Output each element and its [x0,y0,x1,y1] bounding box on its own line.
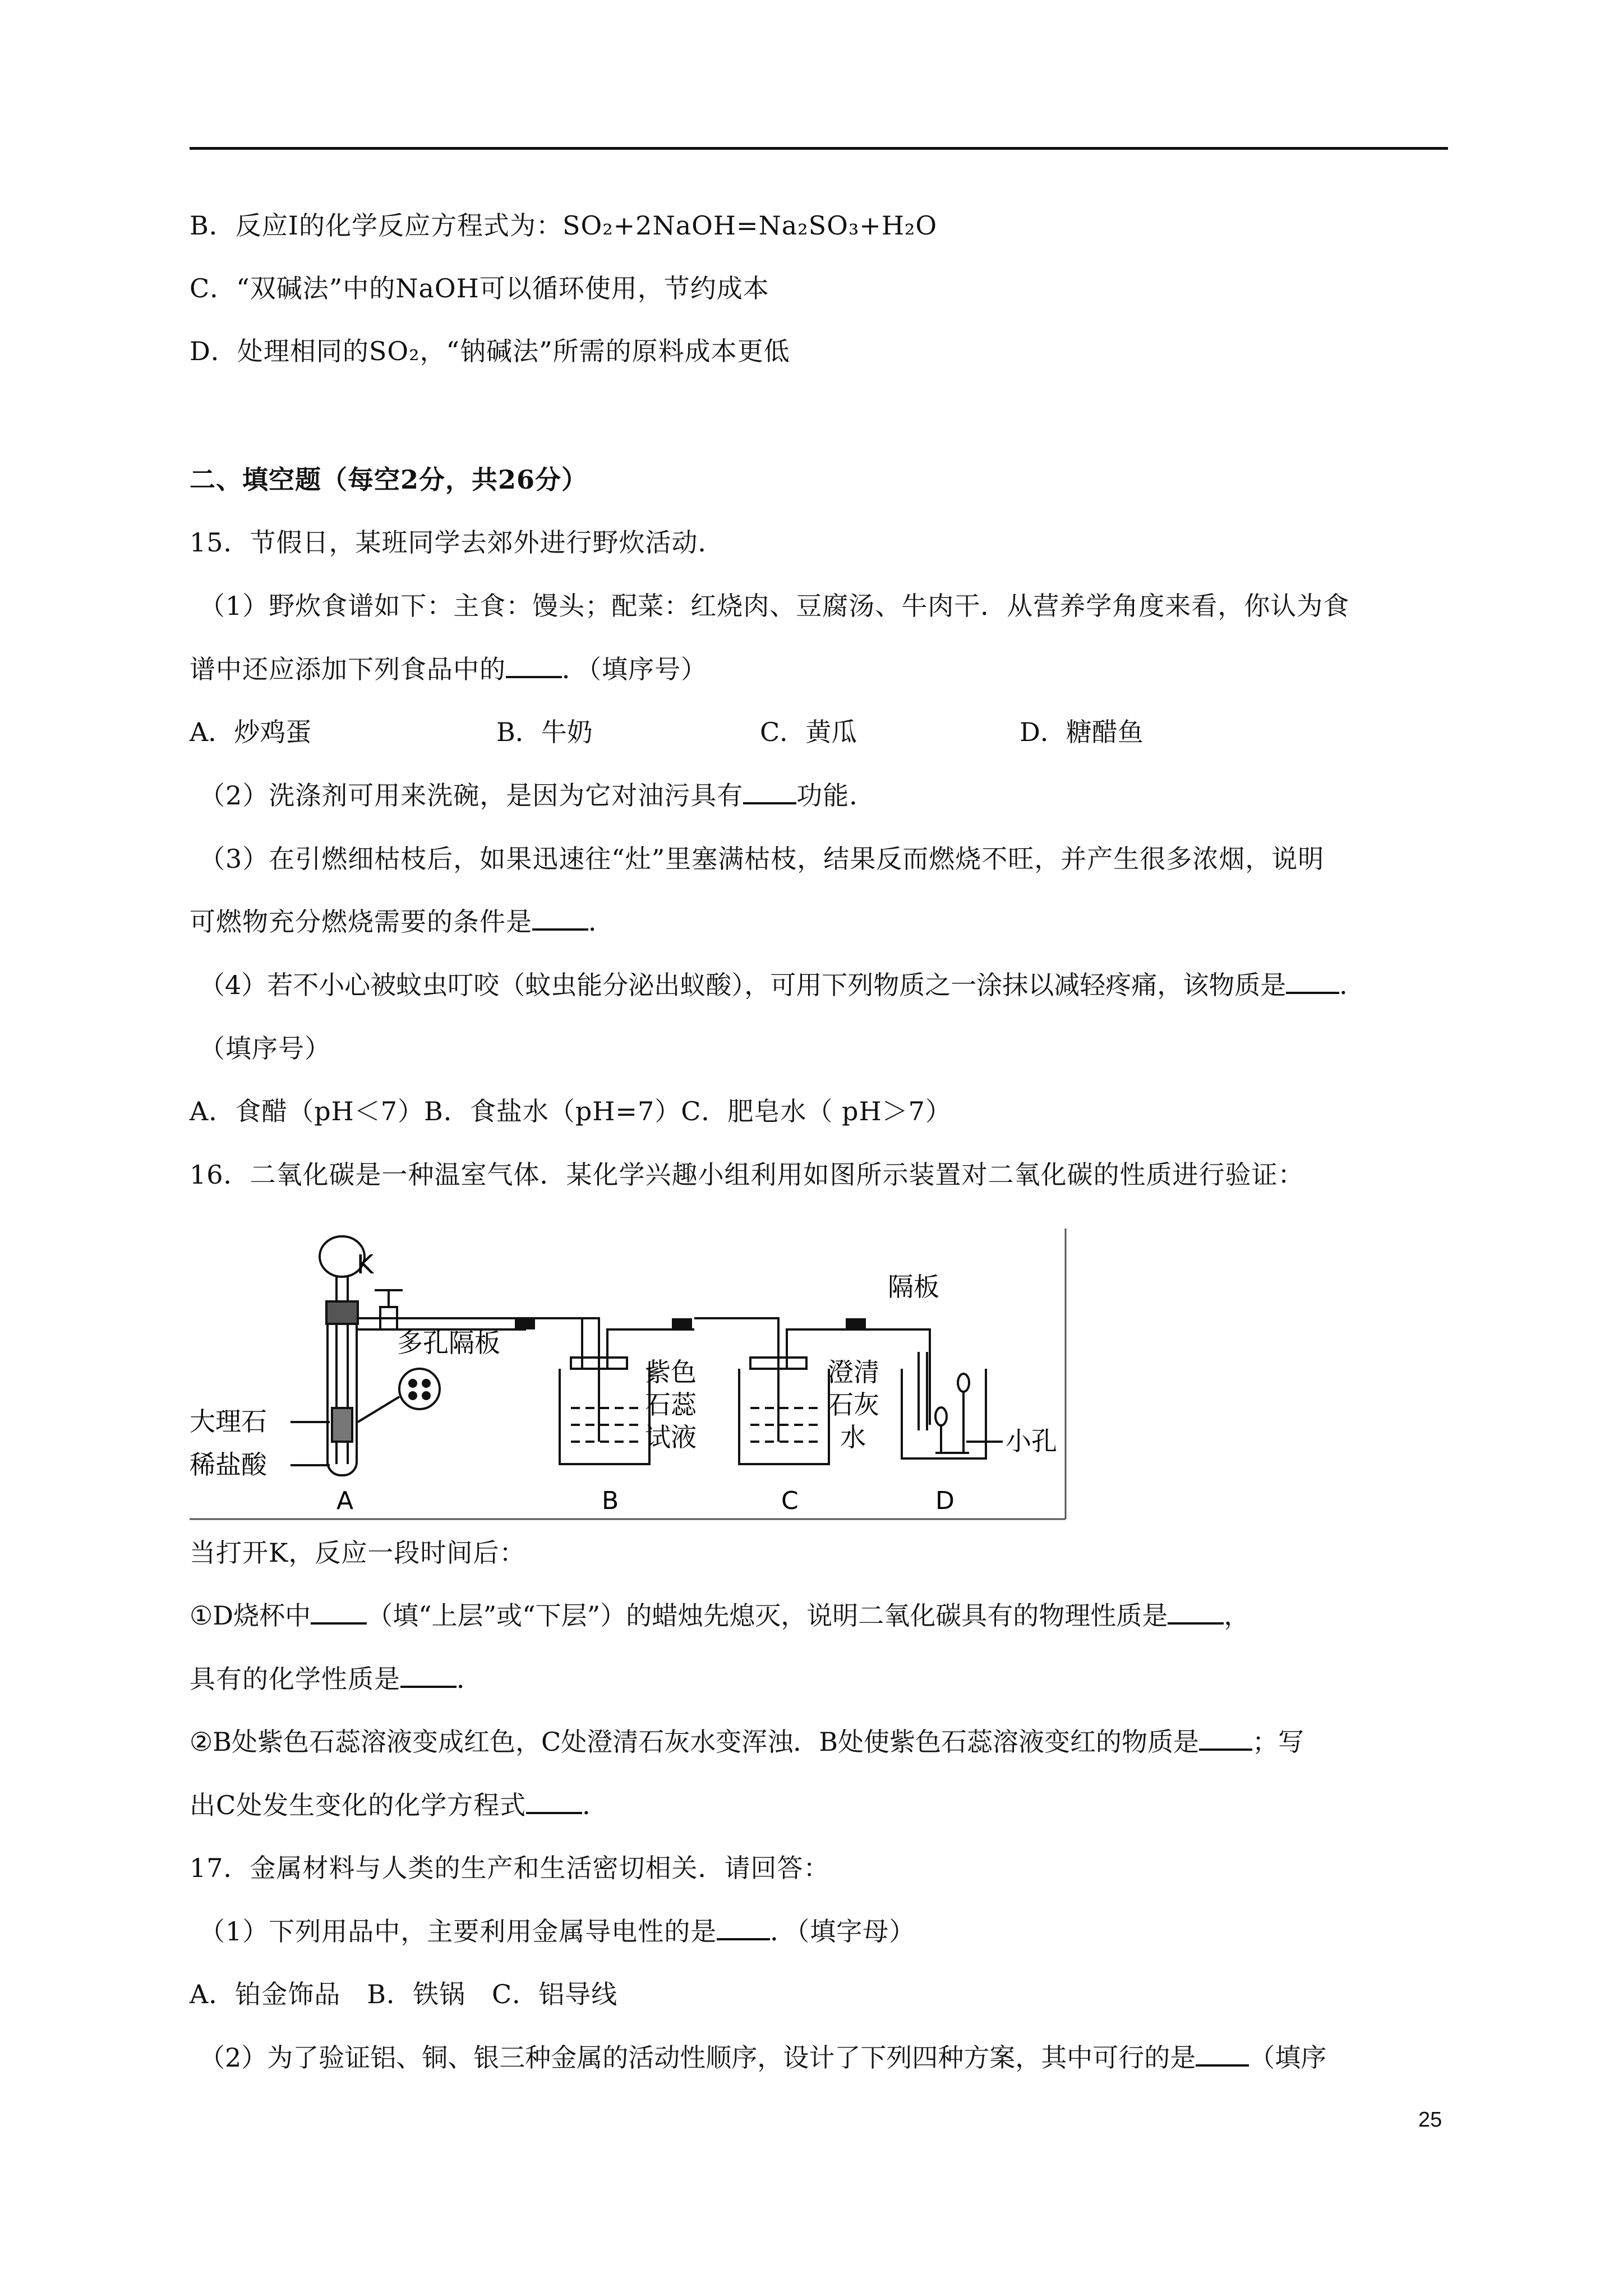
label-a: A [336,1487,354,1515]
section-heading: 二、填空题（每空2分，共26分） [190,464,588,495]
label-lime-1: 澄清 [828,1357,879,1387]
question-16: 16．二氧化碳是一种温室气体．某化学兴趣小组利用如图所示装置对二氧化碳的性质进行验证： [190,1159,1304,1190]
answer-blank [532,906,588,931]
answer-blank [1168,1600,1224,1625]
q15-part4-options: A．食醋（pH＜7）B．食盐水（pH=7）C．肥皂水（ pH＞7） [190,1096,952,1126]
co2-apparatus-figure [190,1228,1076,1520]
label-d: D [935,1487,955,1515]
answer-blank [400,1663,457,1688]
q16-intro: 当打开K，反应一段时间后： [190,1538,526,1568]
q15-option-d: D．糖醋鱼 [1020,717,1144,747]
q15-part1-line1: （1）野炊食谱如下：主食：馒头；配菜：红烧肉、豆腐汤、牛肉干．从营养学角度来看，你认为食 [199,591,1350,621]
label-porous-partition: 多孔隔板 [397,1328,500,1358]
option-c: C．“双碱法”中的NaOH可以循环使用，节约成本 [190,273,769,303]
answer-blank [506,654,562,678]
q16-part1-line1: ①D烧杯中 （填“上层”或“下层”）的蜡烛先熄灭，说明二氧化碳具有的物理性质是 ， [190,1600,1250,1631]
q15-part3-line2: 可燃物充分燃烧需要的条件是 ． [190,907,615,937]
label-dilute-hcl: 稀盐酸 [190,1450,267,1480]
answer-blank [1196,2042,1249,2067]
q17-part2: （2）为了验证铝、铜、银三种金属的活动性顺序，设计了下列四种方案，其中可行的是 （填序 [199,2042,1327,2073]
label-lime-3: 水 [840,1422,866,1452]
q15-option-b: B．牛奶 [496,717,593,747]
answer-blank [526,1789,582,1814]
question-17: 17．金属材料与人类的生产和生活密切相关．请回答： [190,1853,830,1883]
q15-part3-line1: （3）在引燃细枯枝后，如果迅速往“灶”里塞满枯枝，结果反而燃烧不旺，并产生很多浓烟，说明 [199,844,1325,874]
q15-part2: （2）洗涤剂可用来洗碗，是因为它对油污具有 功能． [199,780,876,811]
q16-part1-line2: 具有的化学性质是 ． [190,1664,483,1694]
label-b: B [602,1487,619,1515]
label-purple-3: 试液 [645,1422,697,1452]
question-15: 15．节假日，某班同学去郊外进行野炊活动． [190,527,725,558]
label-purple-1: 紫色 [645,1357,697,1387]
q15-part1-line2: 谱中还应添加下列食品中的 ．（填序号） [190,654,707,684]
label-purple-2: 石蕊 [645,1389,697,1420]
q16-part2-line2: 出C处发生变化的化学方程式 ． [190,1790,609,1820]
option-d: D．处理相同的SO₂，“钠碱法”所需的原料成本更低 [190,336,790,366]
q17-part1: （1）下列用品中，主要利用金属导电性的是 ．（填字母） [199,1916,916,1947]
label-lime-2: 石灰 [828,1389,879,1420]
answer-blank [717,1916,770,1940]
q17-part1-options: A．铂金饰品 B．铁锅 C．铝导线 [190,1979,618,2009]
q15-part4-line1: （4）若不小心被蚊虫叮咬（蚊虫能分泌出蚁酸），可用下列物质之一涂抹以减轻疼痛，该物质是 ． [199,970,1366,1000]
page-number: 25 [1418,2108,1442,2132]
apparatus-diagram [190,1228,1076,1520]
label-k: K [357,1249,374,1280]
answer-blank [311,1600,367,1625]
q15-option-a: A．炒鸡蛋 [190,717,312,747]
apparatus-c [694,1318,930,1464]
label-small-hole: 小孔 [1006,1426,1057,1456]
answer-blank [1286,969,1339,994]
apparatus-d [902,1352,1003,1458]
answer-blank [1199,1726,1252,1751]
q15-option-c: C．黄瓜 [760,717,857,747]
header-rule [190,147,1448,150]
answer-blank [743,780,796,804]
option-b: B．反应Ⅰ的化学反应方程式为：SO₂+2NaOH=Na₂SO₃+H₂O [190,210,938,241]
label-marble: 大理石 [190,1406,267,1437]
q16-part2-line1: ②B处紫色石蕊溶液变成红色，C处澄清石灰水变浑浊．B处使紫色石蕊溶液变红的物质是 ；写 [190,1727,1304,1757]
q15-part4-line2: （填序号） [199,1033,331,1064]
label-c: C [781,1487,799,1515]
label-partition: 隔板 [888,1272,939,1302]
